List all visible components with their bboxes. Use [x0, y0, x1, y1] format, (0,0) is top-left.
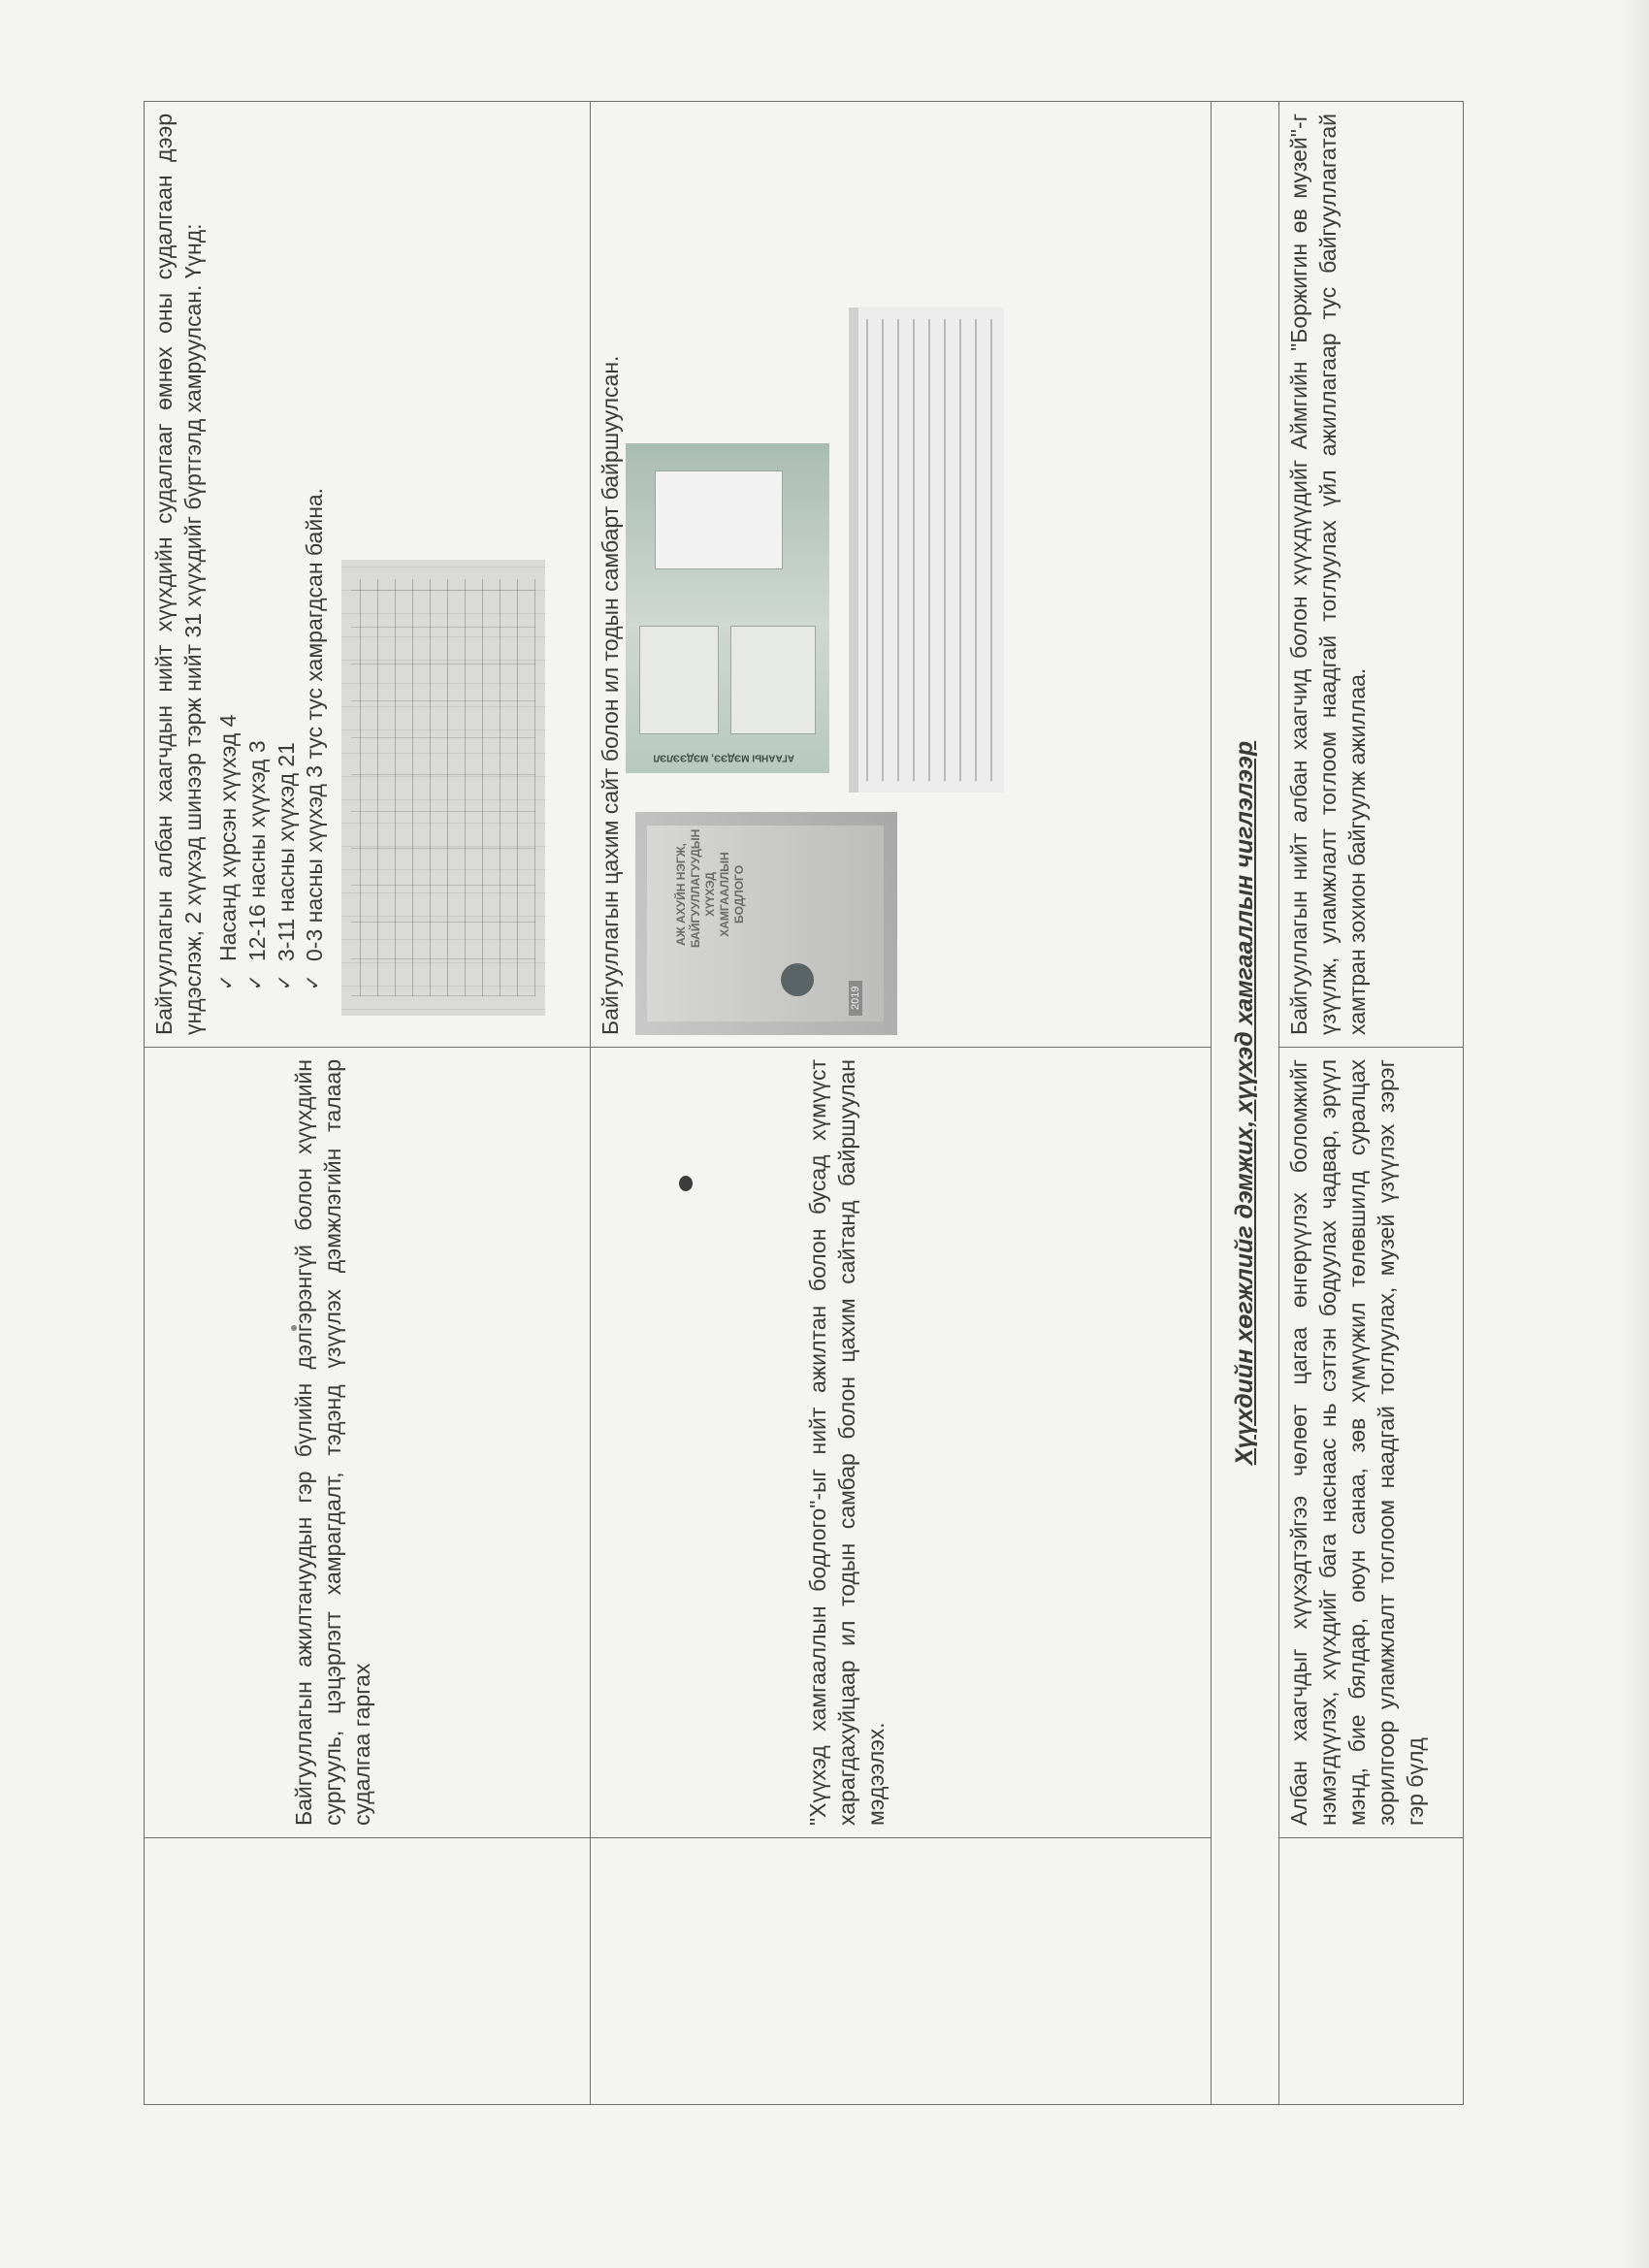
activity-cell: [145, 1048, 591, 1838]
policy-book-photo: [635, 812, 897, 1035]
list-item: ✓ 12-16 насны хүүхэд 3: [243, 113, 273, 990]
result-intro: Байгууллагын албан хаагчдын нийт хүүхдийн судалгааг өмнөх оны судалгаан дээр үндэслэж, 2 хүүхэд шинээр тэрж нийт 31 хүүхдийг бүртгэлд хамруулсан. Үүнд:: [151, 113, 206, 1035]
result-text: Байгууллагын нийт албан хаагчид болон хүүхдүүдийг Аймгийн "Боржигин өв музей"-г үзүүлж, уламжлалт тоглоом наадгай тоглуулах үйл ажиллагаар тус байгууллагатай хамтран зохион байгуулж ажиллаа.: [1286, 113, 1370, 1035]
photo-area: [626, 113, 1072, 1035]
activity-cell: [1279, 1048, 1464, 1838]
table-row: [591, 102, 1212, 2105]
website-screenshot-photo: [849, 308, 1004, 793]
result-cell: [1279, 102, 1464, 1048]
book-year: 2019: [849, 981, 862, 1016]
activity-text: "Хүүхэд хамгааллын бодлого"-ыг нийт ажилтан болон бусад хүмүүст харагдахуйцаар ил тодын самбар болон цахим сайтанд байршуулан мэдээлэх.: [805, 1059, 889, 1826]
activity-text: Албан хаагчдыг хүүхэдтэйгээ чөлөөт цагаа өнгөрүүлэх боломжийг нэмэгдүүлэх, хүүхдийг бага наснаас нь сэтгэн бодуулах чадвар, эрүүл мэнд, бие бялдар, оюун санаа, зөв хүмүүжил төлөвшилд суралцах зорилгоор уламжлалт тоглоом наадгай тоглуулах, музей үзүүлэх зэрэг гэр бүлд: [1286, 1059, 1428, 1826]
photo-area: [330, 113, 563, 1035]
notice-board-photo: [626, 443, 829, 773]
plan-table: [144, 101, 1464, 2105]
empty-cell: [591, 1838, 1212, 2105]
list-item: ✓ Насанд хүрсэн хүүхэд 4: [214, 113, 243, 990]
result-text: Байгууллагын цахим сайт болон ил тодын самбарт байршуулсан.: [598, 355, 623, 1035]
survey-table-photo: [341, 560, 545, 1016]
list-item: ✓ 3-11 насны хүүхэд 21: [273, 113, 302, 990]
result-cell: [591, 102, 1212, 1048]
empty-cell: [145, 1838, 591, 2105]
list-item: ✓ 0-3 насны хүүхэд 3 тус тус хамрагдсан байна.: [301, 113, 330, 990]
logo-icon: [781, 963, 814, 996]
empty-cell: [1279, 1838, 1464, 2105]
result-cell: [145, 102, 591, 1048]
activity-cell: [591, 1048, 1212, 1838]
table-row: [1212, 102, 1279, 2105]
board-label: АГААНЫ МЭДЭЭ, МЭДЭЭЛЭЛ: [653, 752, 794, 763]
table-row: [1279, 102, 1464, 2105]
section-heading: [1212, 102, 1279, 2105]
section-title: Хүүхдийн хөгжлийг дэмжих, хүүхэд хамгааллын чиглэлээр: [1231, 740, 1258, 1466]
table-row: [145, 102, 591, 2105]
checklist: [214, 113, 331, 1035]
activity-text: Байгууллагын ажилтануудын гэр бүлийн дэлгэрэнгүй болон хүүхдийн сургууль, цэцэрлэгт хамрагдалт, тэдэнд үзүүлэх дэмжлэгийн талаар судалгаа гаргах: [291, 1059, 374, 1826]
scan-edge: [1622, 0, 1649, 2268]
rotated-page: [144, 113, 1502, 2105]
book-title: АЖ АХУЙН НЭГЖ, БАЙГУУЛЛАГУУДЫН ХҮҮХЭД ХАМГААЛЛЫН БОДЛОГО: [673, 828, 746, 948]
